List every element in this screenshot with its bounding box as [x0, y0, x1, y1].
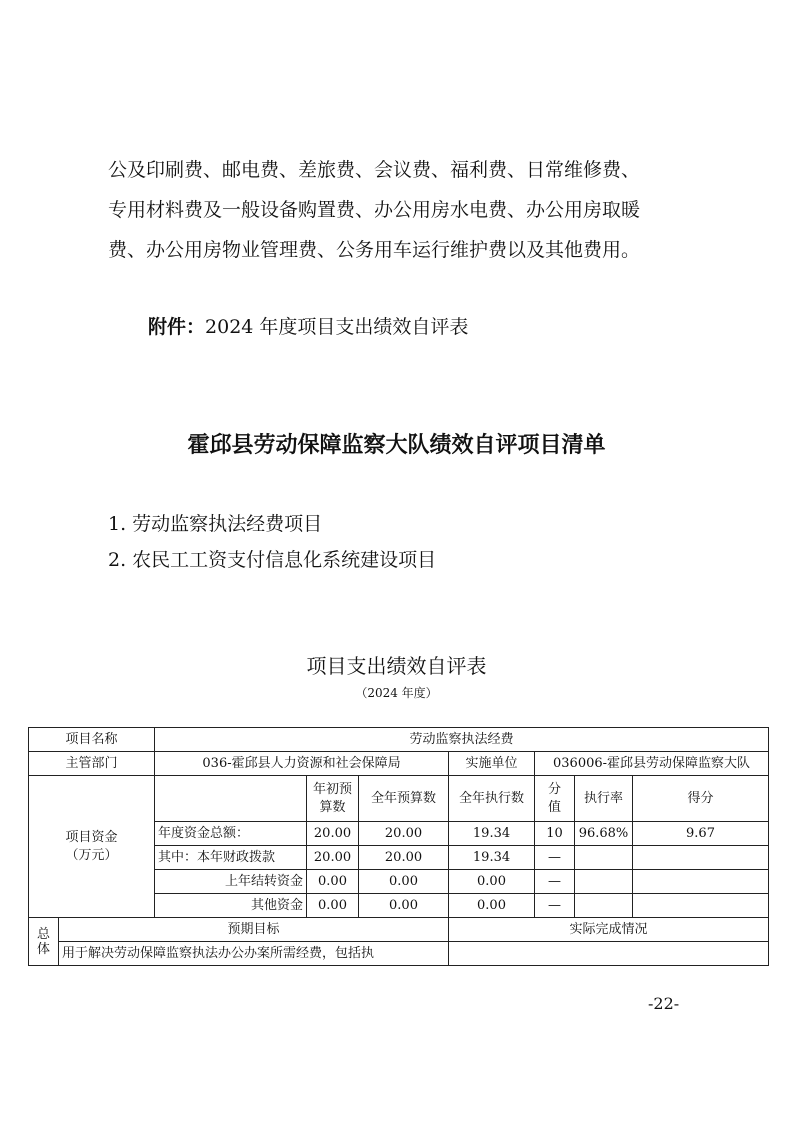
- fund-exec: 19.34: [449, 846, 535, 870]
- fund-score: [633, 894, 769, 918]
- fund-row-label: 其他资金: [155, 894, 307, 918]
- fund-annual: 20.00: [359, 822, 449, 846]
- attachment-line: [148, 312, 468, 339]
- fund-score: 9.67: [633, 822, 769, 846]
- header-initial-budget: 年初预 算数: [307, 776, 359, 822]
- fund-weight: —: [535, 846, 575, 870]
- fund-rate: [575, 870, 633, 894]
- fund-weight: —: [535, 870, 575, 894]
- list-title: 霍邱县劳动保障监察大队绩效自评项目清单: [187, 433, 606, 458]
- fund-exec: 19.34: [449, 822, 535, 846]
- fund-weight: 10: [535, 822, 575, 846]
- attachment-text: 2024 年度项目支出绩效自评表: [205, 316, 469, 338]
- header-exec-rate: 执行率: [575, 776, 633, 822]
- table-subtitle: （2024 年度）: [355, 686, 438, 700]
- impl-value: 036006-霍邱县劳动保障监察大队: [535, 752, 769, 776]
- fund-score: [633, 870, 769, 894]
- header-weight: 分 值: [535, 776, 575, 822]
- dept-label: 主管部门: [29, 752, 155, 776]
- fund-annual: 0.00: [359, 870, 449, 894]
- fund-rate: [575, 894, 633, 918]
- dept-value: 036-霍邱县人力资源和社会保障局: [155, 752, 449, 776]
- attachment-label: 附件：: [148, 316, 206, 338]
- body-paragraph: [108, 150, 708, 270]
- fund-rate: [575, 846, 633, 870]
- performance-table: [28, 727, 769, 966]
- project-list: [108, 506, 436, 578]
- fund-annual: 20.00: [359, 846, 449, 870]
- body-line: 公及印刷费、邮电费、差旅费、会议费、福利费、日常维修费、: [108, 159, 641, 181]
- expected-goal-text: 用于解决劳动保障监察执法办公办案所需经费，包括执: [59, 942, 449, 966]
- fund-weight: —: [535, 894, 575, 918]
- list-item: 2. 农民工工资支付信息化系统建设项目: [108, 549, 437, 571]
- header-score: 得分: [633, 776, 769, 822]
- project-name-label: 项目名称: [29, 728, 155, 752]
- fund-initial: 0.00: [307, 894, 359, 918]
- fund-annual: 0.00: [359, 894, 449, 918]
- header-annual-exec: 全年执行数: [449, 776, 535, 822]
- list-item: 1. 劳动监察执法经费项目: [108, 513, 323, 535]
- actual-label: 实际完成情况: [449, 918, 769, 942]
- fund-exec: 0.00: [449, 870, 535, 894]
- project-name-value: 劳动监察执法经费: [155, 728, 769, 752]
- impl-label: 实施单位: [449, 752, 535, 776]
- table-title: 项目支出绩效自评表: [306, 654, 487, 678]
- fund-row-label: 上年结转资金: [155, 870, 307, 894]
- expected-goal-label: 预期目标: [59, 918, 449, 942]
- fund-initial: 20.00: [307, 846, 359, 870]
- fund-exec: 0.00: [449, 894, 535, 918]
- body-line: 专用材料费及一般设备购置费、办公用房水电费、办公用房取暖: [108, 199, 641, 221]
- fund-rate: 96.68%: [575, 822, 633, 846]
- actual-text: [449, 942, 769, 966]
- header-blank: [155, 776, 307, 822]
- fund-initial: 0.00: [307, 870, 359, 894]
- fund-score: [633, 846, 769, 870]
- overall-label: 总 体: [29, 918, 59, 966]
- fund-row-label: 其中：本年财政拨款: [155, 846, 307, 870]
- header-annual-budget: 全年预算数: [359, 776, 449, 822]
- page-number: -22-: [648, 994, 680, 1013]
- funds-label: 项目资金 （万元）: [29, 776, 155, 918]
- fund-initial: 20.00: [307, 822, 359, 846]
- fund-row-label: 年度资金总额：: [155, 822, 307, 846]
- body-line: 费、办公用房物业管理费、公务用车运行维护费以及其他费用。: [108, 239, 641, 261]
